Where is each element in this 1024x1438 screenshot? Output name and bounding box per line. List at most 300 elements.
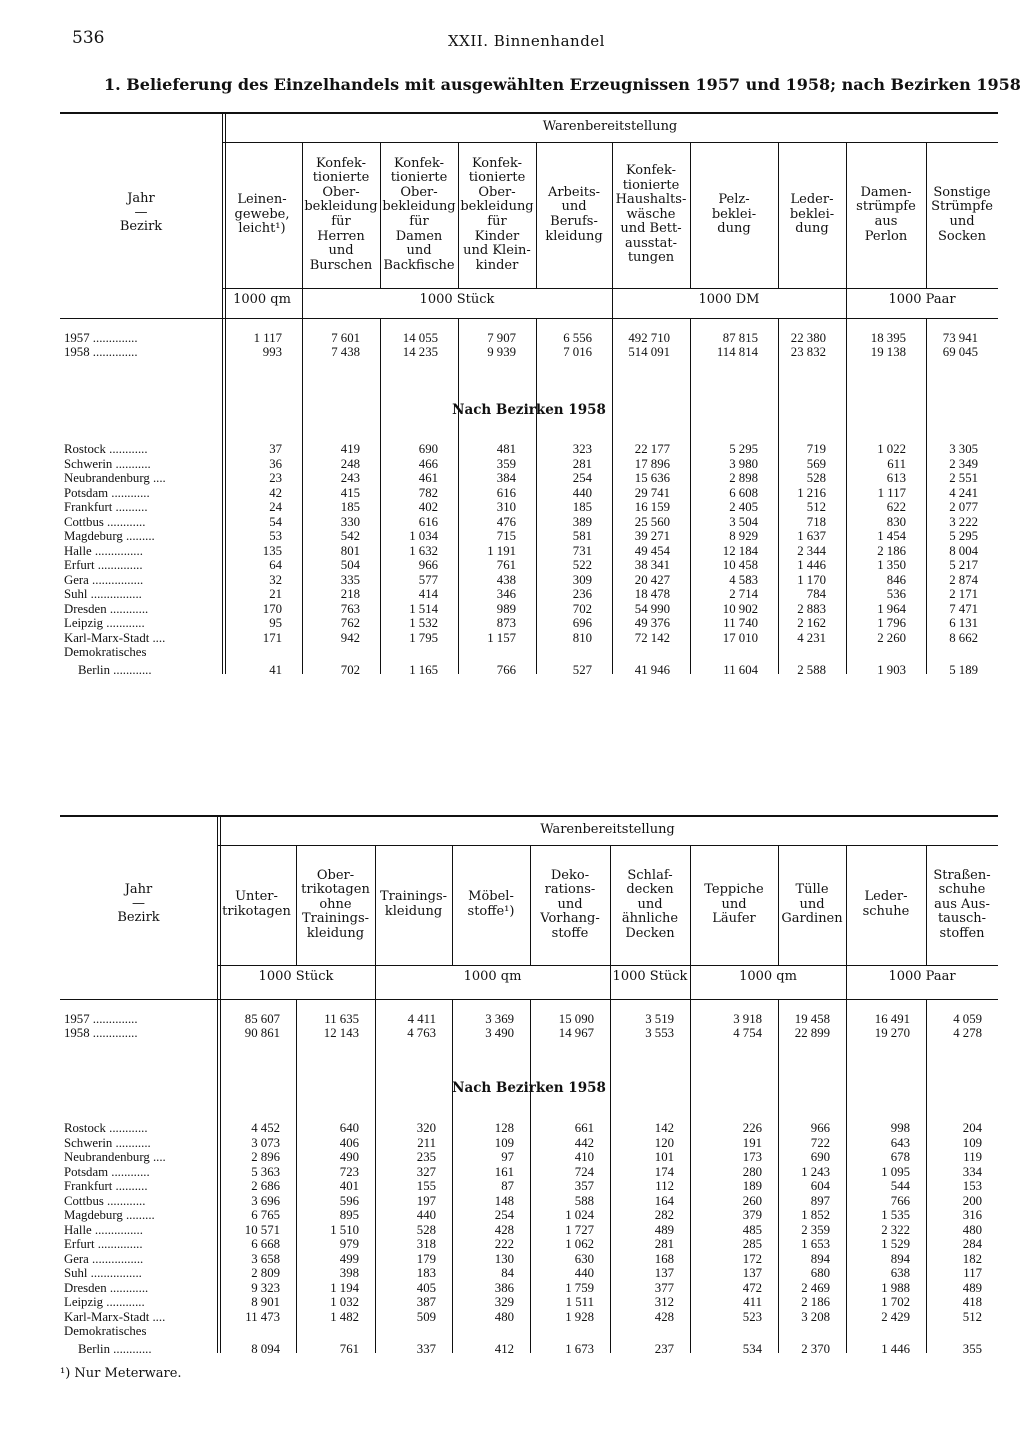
table-cell: 2 551 (949, 471, 978, 485)
table-cell: 1 034 (409, 529, 438, 543)
table-cell: 846 (886, 572, 906, 587)
table-cell: 480 (962, 1222, 982, 1237)
table-cell: 183 (416, 1266, 436, 1280)
table-cell: 377 (654, 1280, 674, 1295)
table-cell: 830 (886, 514, 906, 529)
table-cell: 8 901 (251, 1295, 280, 1309)
table-cell: 613 (886, 471, 906, 485)
table-cell: 318 (416, 1237, 436, 1251)
table-cell: 3 658 (251, 1251, 280, 1266)
table-cell: 5 189 (949, 662, 978, 677)
table-cell: 142 (654, 1121, 674, 1135)
table-cell: 189 (742, 1179, 762, 1193)
column-header: Damen- strümpfe aus Perlon (856, 184, 916, 244)
table-cell: 9 939 (487, 345, 516, 359)
table-cell: 128 (494, 1121, 514, 1135)
table-cell: 1 632 (409, 543, 438, 558)
table-cell: 14 055 (402, 331, 438, 345)
table-cell: 38 341 (634, 558, 670, 572)
rule-line (60, 318, 998, 319)
table-cell: 1 727 (565, 1222, 594, 1237)
table-cell: 702 (340, 662, 360, 677)
table-cell: 638 (890, 1266, 910, 1280)
table-cell: 327 (416, 1164, 436, 1179)
table-cell: 161 (494, 1164, 514, 1179)
table-cell: 2 322 (881, 1222, 910, 1237)
table-cell: 17 896 (634, 456, 670, 471)
table-cell: 260 (742, 1193, 762, 1208)
unit-label: 1000 Stück (419, 292, 495, 307)
row-label: Demokratisches (64, 1324, 147, 1338)
table-cell: 148 (494, 1193, 514, 1208)
unit-label: 1000 Paar (888, 969, 956, 984)
footnote: ¹) Nur Meterware. (60, 1366, 182, 1381)
table-cell: 5 217 (949, 558, 978, 572)
table-cell: 7 438 (331, 345, 360, 359)
column-header: Teppiche und Läufer (704, 882, 764, 927)
table-cell: 310 (496, 500, 516, 514)
table-cell: 95 (269, 616, 282, 630)
district-row (60, 486, 998, 501)
table-cell: 1 653 (801, 1237, 830, 1251)
table-cell: 2 588 (797, 662, 826, 677)
table-cell: 10 458 (722, 558, 758, 572)
district-row (60, 1310, 998, 1325)
row-label: Rostock ............ (64, 1121, 148, 1135)
district-row (60, 587, 998, 602)
table-cell: 1 243 (801, 1164, 830, 1179)
stub-header: Jahr — Bezirk (119, 191, 163, 234)
unit-label: 1000 qm (463, 969, 522, 984)
table-cell: 2 874 (949, 572, 978, 587)
table-cell: 323 (572, 442, 592, 456)
table-cell: 41 (269, 662, 282, 677)
row-label: Potsdam ............ (64, 485, 150, 500)
table-cell: 577 (418, 572, 438, 587)
table-cell: 16 491 (874, 1012, 910, 1026)
row-label: Schwerin ........... (64, 456, 151, 471)
district-row (60, 457, 998, 472)
table-cell: 3 504 (729, 514, 758, 529)
table-cell: 514 091 (628, 345, 670, 359)
table-cell: 1 529 (881, 1237, 910, 1251)
table-cell: 1 095 (881, 1164, 910, 1179)
table-cell: 3 208 (801, 1309, 830, 1324)
table-cell: 544 (890, 1179, 910, 1193)
district-row (60, 1281, 998, 1296)
table-cell: 993 (262, 345, 282, 359)
table-cell: 1 759 (565, 1280, 594, 1295)
table-cell: 723 (339, 1164, 359, 1179)
table-cell: 406 (339, 1135, 359, 1150)
district-row (60, 1165, 998, 1180)
district-row (60, 573, 998, 588)
table-cell: 1 514 (409, 601, 438, 616)
table-cell: 19 138 (870, 345, 906, 359)
table-cell: 12 184 (722, 543, 758, 558)
table-cell: 5 295 (729, 442, 758, 456)
table-cell: 897 (810, 1193, 830, 1208)
district-row (60, 1150, 998, 1165)
unit-label: 1000 Stück (612, 969, 688, 984)
table-cell: 1 165 (409, 662, 438, 677)
row-label: 1957 .............. (64, 1012, 138, 1026)
table-cell: 334 (962, 1164, 982, 1179)
table-cell: 172 (742, 1251, 762, 1266)
row-label: Berlin ............ (78, 1341, 152, 1356)
table-cell: 894 (810, 1251, 830, 1266)
table-cell: 1 157 (487, 630, 516, 645)
district-row (60, 1208, 998, 1223)
table-cell: 604 (810, 1179, 830, 1193)
table-cell: 36 (269, 456, 282, 471)
table-cell: 1 032 (330, 1295, 359, 1309)
rule-line (60, 999, 998, 1000)
row-label: Berlin ............ (78, 662, 152, 677)
row-label: Leipzig ............ (64, 1295, 145, 1309)
table-cell: 112 (655, 1179, 674, 1193)
table-cell: 357 (574, 1179, 594, 1193)
district-row (60, 1223, 998, 1238)
table-cell: 16 159 (634, 500, 670, 514)
row-label: Suhl ................ (64, 587, 142, 601)
table-cell: 164 (654, 1193, 674, 1208)
table-cell: 942 (340, 630, 360, 645)
column-divider (926, 845, 927, 965)
table-cell: 1 511 (565, 1295, 594, 1309)
table-cell: 25 560 (634, 514, 670, 529)
table-cell: 282 (654, 1208, 674, 1222)
table-cell: 611 (887, 456, 906, 471)
table-cell: 109 (962, 1135, 982, 1150)
table-cell: 2 898 (729, 471, 758, 485)
table-cell: 499 (339, 1251, 359, 1266)
table-cell: 895 (339, 1208, 359, 1222)
column-header: Konfek- tionierte Ober- bekleidung für Kinder und Klein- kinder (460, 155, 534, 273)
table-cell: 2 344 (797, 543, 826, 558)
row-label: 1958 .............. (64, 345, 138, 359)
table-cell: 440 (574, 1266, 594, 1280)
column-divider (458, 142, 459, 288)
table-cell: 569 (806, 456, 826, 471)
table-cell: 11 473 (245, 1309, 280, 1324)
table-cell: 3 553 (645, 1026, 674, 1040)
column-divider (690, 142, 691, 288)
table-cell: 1 062 (565, 1237, 594, 1251)
table-cell: 64 (269, 558, 282, 572)
row-label: Cottbus ............ (64, 514, 146, 529)
table-cell: 1 928 (565, 1309, 594, 1324)
table-cell: 1 446 (881, 1341, 910, 1356)
table-cell: 418 (962, 1295, 982, 1309)
district-row (60, 645, 998, 660)
column-divider (536, 142, 537, 288)
table-cell: 170 (262, 601, 282, 616)
row-label: Neubrandenburg .... (64, 1150, 166, 1164)
district-row (60, 1342, 998, 1357)
column-divider (380, 142, 381, 288)
table-cell: 130 (494, 1251, 514, 1266)
rule-line (60, 112, 998, 114)
table-cell: 481 (496, 442, 516, 456)
table-cell: 243 (340, 471, 360, 485)
row-label: Dresden ............ (64, 601, 149, 616)
table-cell: 226 (742, 1121, 762, 1135)
table-cell: 1 350 (877, 558, 906, 572)
table-cell: 509 (416, 1309, 436, 1324)
table-cell: 401 (339, 1179, 359, 1193)
table-cell: 309 (572, 572, 592, 587)
table-cell: 15 636 (634, 471, 670, 485)
table-cell: 1 702 (881, 1295, 910, 1309)
table-cell: 1 964 (877, 601, 906, 616)
table-cell: 17 010 (722, 630, 758, 645)
table-cell: 8 094 (251, 1341, 280, 1356)
table-cell: 2 171 (949, 587, 978, 601)
table-cell: 7 471 (949, 601, 978, 616)
table-cell: 588 (574, 1193, 594, 1208)
table-cell: 101 (654, 1150, 674, 1164)
district-row (60, 631, 998, 646)
table-cell: 4 763 (407, 1026, 436, 1040)
table-cell: 137 (654, 1266, 674, 1280)
table-cell: 9 323 (251, 1280, 280, 1295)
table-cell: 661 (574, 1121, 594, 1135)
district-row (60, 602, 998, 617)
table-cell: 2 429 (881, 1309, 910, 1324)
table-cell: 1 024 (565, 1208, 594, 1222)
table-cell: 1 535 (881, 1208, 910, 1222)
table-cell: 966 (810, 1121, 830, 1135)
unit-label: 1000 qm (739, 969, 797, 984)
column-header: Straßen- schuhe aus Aus- tausch- stoffen (933, 867, 991, 941)
table-cell: 20 427 (634, 572, 670, 587)
table-cell: 114 814 (716, 345, 758, 359)
table-cell: 410 (574, 1150, 594, 1164)
table-title: 1. Belieferung des Einzelhandels mit ausgewählten Erzeugnissen 1957 und 1958; nach Bezirken 1958 (104, 75, 1021, 94)
table-cell: 53 (269, 529, 282, 543)
row-label: Gera ................ (64, 1251, 144, 1266)
table-cell: 640 (339, 1121, 359, 1135)
column-header: Pelz- beklei- dung (711, 192, 757, 237)
column-header: Tülle und Gardinen (781, 882, 843, 927)
district-row (60, 442, 998, 457)
table-cell: 200 (962, 1193, 982, 1208)
table-cell: 428 (654, 1309, 674, 1324)
table-cell: 2 469 (801, 1280, 830, 1295)
table-cell: 480 (494, 1309, 514, 1324)
table-cell: 702 (572, 601, 592, 616)
table-cell: 512 (806, 500, 826, 514)
table-cell: 489 (654, 1222, 674, 1237)
table-cell: 11 604 (723, 662, 758, 677)
table-cell: 18 395 (870, 331, 906, 345)
table-cell: 335 (340, 572, 360, 587)
table-cell: 6 668 (251, 1237, 280, 1251)
table-cell: 719 (806, 442, 826, 456)
table-cell: 411 (743, 1295, 762, 1309)
district-row (60, 529, 998, 544)
row-label: Suhl ................ (64, 1266, 142, 1280)
column-divider (778, 142, 779, 288)
table-cell: 4 059 (953, 1012, 982, 1026)
district-row (60, 1324, 998, 1339)
table-cell: 85 607 (244, 1012, 280, 1026)
table-cell: 179 (416, 1251, 436, 1266)
table-cell: 87 815 (722, 331, 758, 345)
table-cell: 11 635 (324, 1012, 359, 1026)
row-label: Demokratisches (64, 645, 147, 659)
table-cell: 616 (496, 485, 516, 500)
district-row (60, 515, 998, 530)
table-cell: 1 446 (797, 558, 826, 572)
table-cell: 3 305 (949, 442, 978, 456)
district-row (60, 1237, 998, 1252)
table-cell: 989 (496, 601, 516, 616)
table-cell: 784 (806, 587, 826, 601)
table-cell: 402 (418, 500, 438, 514)
table-cell: 42 (269, 485, 282, 500)
table-cell: 387 (416, 1295, 436, 1309)
district-row (60, 500, 998, 515)
table-cell: 18 478 (634, 587, 670, 601)
table-cell: 596 (339, 1193, 359, 1208)
table-cell: 329 (494, 1295, 514, 1309)
table-cell: 8 929 (729, 529, 758, 543)
page-number: 536 (72, 28, 105, 48)
table-cell: 281 (654, 1237, 674, 1251)
section-title: Nach Bezirken 1958 (452, 402, 606, 418)
table-cell: 766 (496, 662, 516, 677)
table-cell: 6 608 (729, 485, 758, 500)
table-cell: 3 980 (729, 456, 758, 471)
table-cell: 235 (416, 1150, 436, 1164)
table-cell: 2 809 (251, 1266, 280, 1280)
table-cell: 4 278 (953, 1026, 982, 1040)
table-cell: 461 (418, 471, 438, 485)
district-row (60, 663, 998, 678)
district-row (60, 1121, 998, 1136)
table-cell: 236 (572, 587, 592, 601)
table-cell: 2 162 (797, 616, 826, 630)
table-cell: 23 832 (790, 345, 826, 359)
table-cell: 442 (574, 1135, 594, 1150)
table-cell: 476 (496, 514, 516, 529)
table-cell: 4 452 (251, 1121, 280, 1135)
year-row (60, 331, 998, 346)
table-cell: 440 (572, 485, 592, 500)
rule-line (217, 845, 998, 846)
table-cell: 2 349 (949, 456, 978, 471)
table-cell: 428 (494, 1222, 514, 1237)
row-label: Magdeburg ......... (64, 1208, 155, 1222)
table-cell: 3 918 (733, 1012, 762, 1026)
table-cell: 39 271 (634, 529, 670, 543)
table-cell: 6 131 (949, 616, 978, 630)
district-row (60, 471, 998, 486)
table-cell: 680 (810, 1266, 830, 1280)
district-row (60, 1295, 998, 1310)
table-cell: 966 (418, 558, 438, 572)
table-cell: 386 (494, 1280, 514, 1295)
table-cell: 8 662 (949, 630, 978, 645)
unit-label: 1000 Paar (888, 292, 956, 307)
table-cell: 894 (890, 1251, 910, 1266)
table-cell: 405 (416, 1280, 436, 1295)
table-cell: 622 (886, 500, 906, 514)
table-cell: 440 (416, 1208, 436, 1222)
table-cell: 14 235 (402, 345, 438, 359)
column-header: Leder- schuhe (862, 889, 910, 919)
running-head: XXII. Binnenhandel (448, 32, 605, 50)
table-cell: 171 (262, 630, 282, 645)
column-divider (778, 845, 779, 965)
table-cell: 731 (572, 543, 592, 558)
table-cell: 109 (494, 1135, 514, 1150)
table-cell: 1 673 (565, 1341, 594, 1356)
year-row (60, 1026, 998, 1041)
column-divider (452, 845, 453, 965)
table-cell: 489 (962, 1280, 982, 1295)
table-cell: 359 (496, 456, 516, 471)
table-cell: 3 222 (949, 514, 978, 529)
table-cell: 630 (574, 1251, 594, 1266)
table-cell: 337 (416, 1341, 436, 1356)
table-cell: 528 (806, 471, 826, 485)
table-cell: 29 741 (634, 485, 670, 500)
table-cell: 24 (269, 500, 282, 514)
table-cell: 41 946 (634, 662, 670, 677)
section-title: Nach Bezirken 1958 (452, 1080, 606, 1096)
column-divider (296, 845, 297, 965)
table-cell: 316 (962, 1208, 982, 1222)
table-cell: 1 796 (877, 616, 906, 630)
row-label: Neubrandenburg .... (64, 471, 166, 485)
table-cell: 472 (742, 1280, 762, 1295)
column-header: Trainings- kleidung (379, 889, 448, 919)
column-header: Deko- rations- und Vorhang- stoffe (540, 867, 600, 941)
table-cell: 4 231 (797, 630, 826, 645)
column-header: Leinen- gewebe, leicht¹) (234, 192, 290, 237)
table-cell: 49 454 (634, 543, 670, 558)
table-cell: 4 411 (407, 1012, 436, 1026)
table-cell: 204 (962, 1121, 982, 1135)
table-cell: 10 902 (722, 601, 758, 616)
table-cell: 5 295 (949, 529, 978, 543)
table-cell: 1 988 (881, 1280, 910, 1295)
rule-line (222, 288, 998, 289)
year-row (60, 345, 998, 360)
table-cell: 2 370 (801, 1341, 830, 1356)
table-cell: 485 (742, 1222, 762, 1237)
table-cell: 182 (962, 1251, 982, 1266)
table-cell: 73 941 (942, 331, 978, 345)
table-cell: 185 (340, 500, 360, 514)
table-cell: 320 (416, 1121, 436, 1135)
table-cell: 528 (416, 1222, 436, 1237)
table-cell: 185 (572, 500, 592, 514)
table-cell: 346 (496, 587, 516, 601)
table-cell: 761 (496, 558, 516, 572)
table-cell: 1 532 (409, 616, 438, 630)
table-cell: 7 907 (487, 331, 516, 345)
table-cell: 8 004 (949, 543, 978, 558)
table-cell: 19 270 (874, 1026, 910, 1040)
table-cell: 7 016 (563, 345, 592, 359)
table-cell: 1 903 (877, 662, 906, 677)
table-cell: 355 (962, 1341, 982, 1356)
table-cell: 2 405 (729, 500, 758, 514)
